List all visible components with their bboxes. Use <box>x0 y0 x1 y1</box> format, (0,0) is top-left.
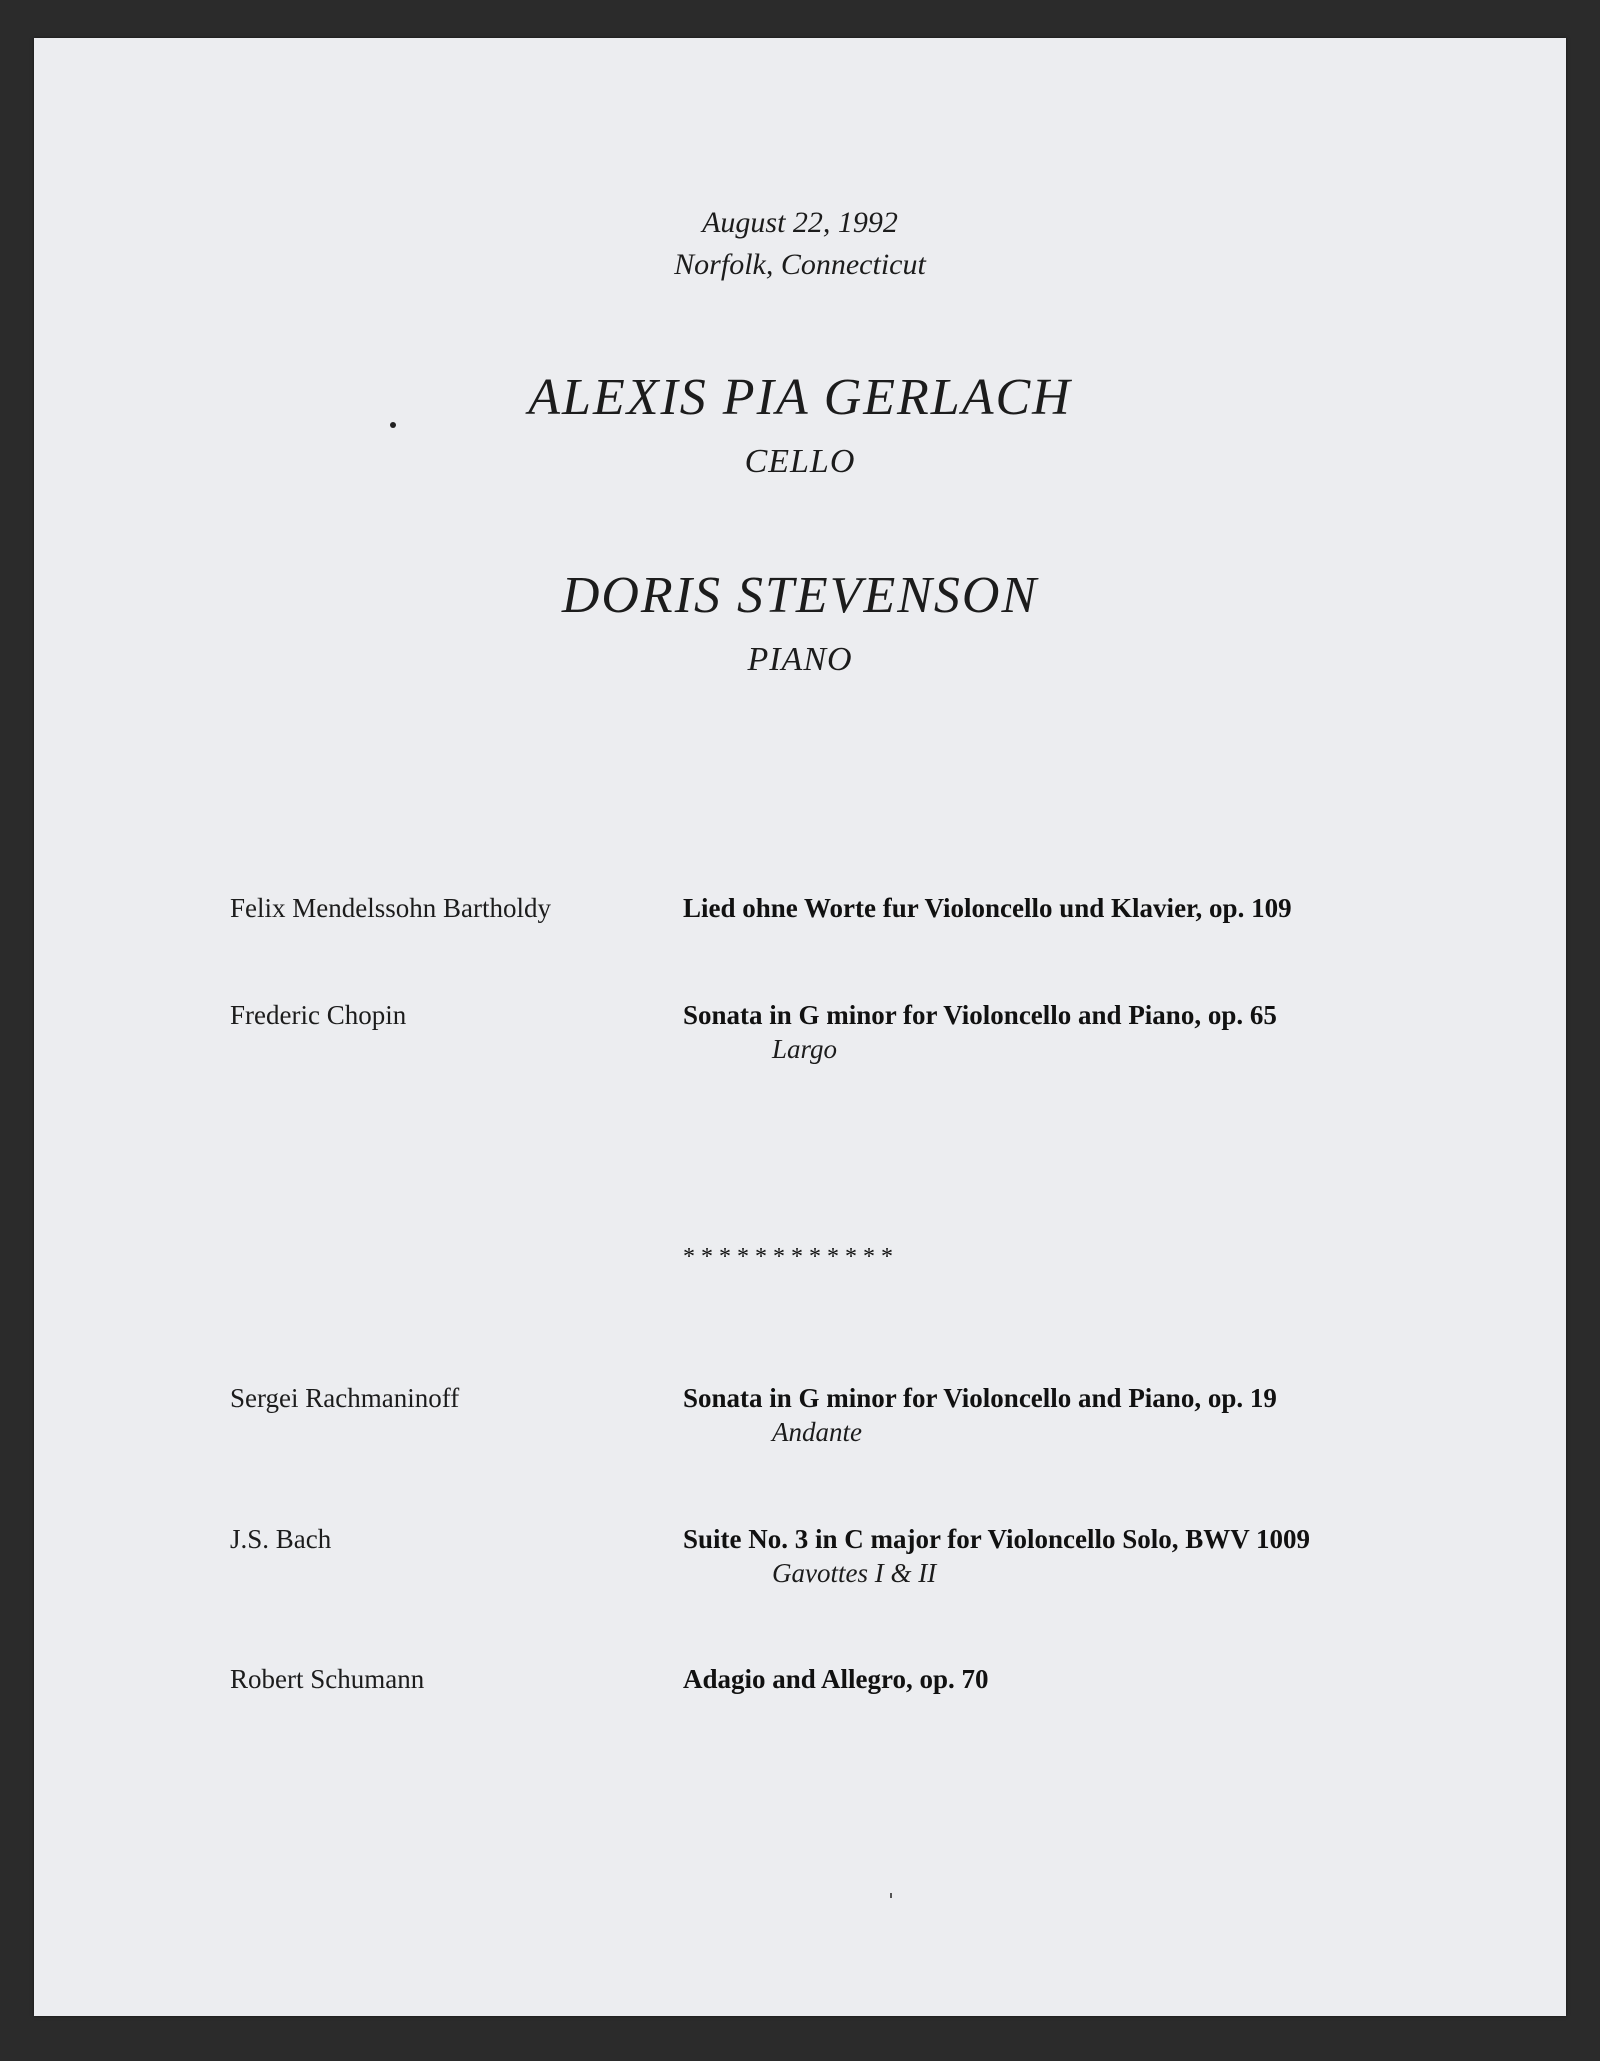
composer-name: Felix Mendelssohn Bartholdy <box>230 893 551 923</box>
movement-title: Andante <box>772 1417 862 1447</box>
performer-2-name: DORIS STEVENSON <box>561 567 1039 624</box>
composer-name: J.S. Bach <box>230 1524 332 1554</box>
work-title: Sonata in G minor for Violoncello and Piano, op. 19 <box>683 1383 1277 1413</box>
movement-title: Gavottes I & II <box>772 1558 937 1588</box>
work-title: Lied ohne Worte fur Violoncello und Klavier, op. 109 <box>683 893 1292 923</box>
composer-name: Frederic Chopin <box>230 1000 407 1030</box>
work-title: Suite No. 3 in C major for Violoncello Solo, BWV 1009 <box>683 1524 1311 1554</box>
intermission-divider: ************ <box>683 1244 899 1270</box>
concert-date: August 22, 1992 <box>702 206 898 239</box>
work-title: Adagio and Allegro, op. 70 <box>683 1664 989 1694</box>
movement-title: Largo <box>772 1034 838 1064</box>
program-page <box>34 38 1566 2016</box>
performer-1-name: ALEXIS PIA GERLACH <box>528 369 1072 426</box>
composer-name: Sergei Rachmaninoff <box>230 1383 460 1413</box>
stray-ink-mark <box>890 1893 892 1898</box>
performer-1-instrument: CELLO <box>744 443 856 480</box>
composer-name: Robert Schumann <box>230 1664 425 1694</box>
concert-location: Norfolk, Connecticut <box>674 248 926 281</box>
performer-2-instrument: PIANO <box>747 641 853 678</box>
work-title: Sonata in G minor for Violoncello and Piano, op. 65 <box>683 1000 1277 1030</box>
